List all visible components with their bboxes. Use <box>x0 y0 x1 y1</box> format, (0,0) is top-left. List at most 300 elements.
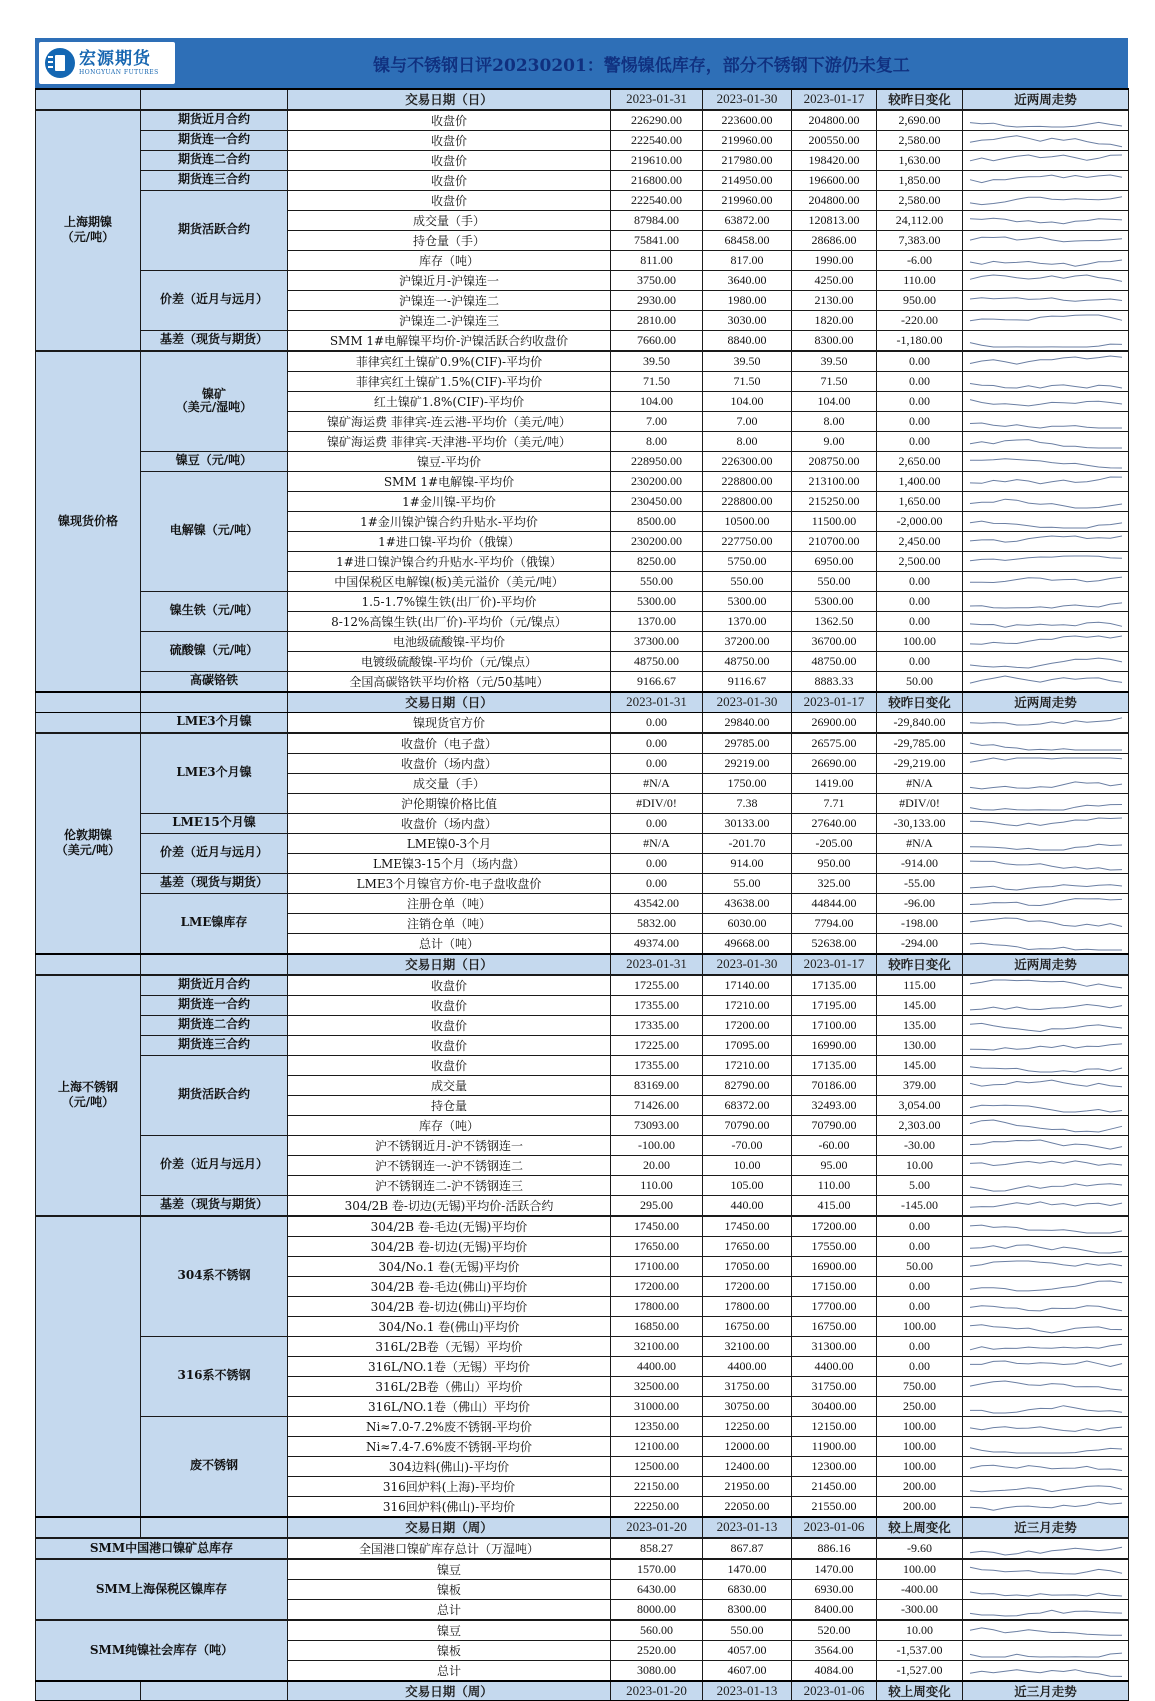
value-cell: 73093.00 <box>611 1115 703 1135</box>
subsection-label: 304系不锈钢 <box>141 1216 288 1337</box>
trend-column-header: 近三月走势 <box>963 1517 1129 1538</box>
value-cell: 213100.00 <box>792 471 877 491</box>
indicator-label: 沪不锈钢连二-沪不锈钢连三 <box>288 1175 611 1195</box>
hongyuan-globe-icon <box>45 48 75 78</box>
value-cell: 227750.00 <box>703 531 792 551</box>
value-cell: 550.00 <box>703 571 792 591</box>
trend-sparkline <box>966 393 1126 411</box>
value-cell: 17225.00 <box>611 1035 703 1055</box>
value-cell: 0.00 <box>611 873 703 893</box>
trend-sparkline <box>966 1561 1126 1579</box>
change-value-cell: 1,400.00 <box>877 471 963 491</box>
date-column-header: 2023-01-17 <box>792 89 877 110</box>
value-cell: 217980.00 <box>703 150 792 170</box>
sparkline-cell <box>963 611 1129 631</box>
indicator-label: 收盘价 <box>288 1055 611 1075</box>
value-cell: 2930.00 <box>611 290 703 310</box>
value-cell: 29785.00 <box>703 733 792 754</box>
change-value-cell: -400.00 <box>877 1579 963 1599</box>
value-cell: 219960.00 <box>703 130 792 150</box>
trend-sparkline <box>966 714 1126 732</box>
value-cell: 950.00 <box>792 853 877 873</box>
trend-sparkline <box>966 653 1126 671</box>
value-cell: 1750.00 <box>703 773 792 793</box>
trend-sparkline <box>966 1238 1126 1256</box>
change-value-cell: 200.00 <box>877 1496 963 1517</box>
value-cell: 17200.00 <box>703 1015 792 1035</box>
sparkline-cell <box>963 1599 1129 1620</box>
sparkline-cell <box>963 1416 1129 1436</box>
header-blank-cell <box>36 1681 141 1701</box>
trend-sparkline <box>966 533 1126 551</box>
value-cell: 8000.00 <box>611 1599 703 1620</box>
value-cell: 30133.00 <box>703 813 792 833</box>
trend-sparkline <box>966 1478 1126 1496</box>
value-cell: 17650.00 <box>703 1236 792 1256</box>
change-column-header: 较昨日变化 <box>877 692 963 712</box>
date-column-header: 2023-01-30 <box>703 89 792 110</box>
indicator-label: 收盘价 <box>288 190 611 210</box>
sparkline-cell <box>963 1620 1129 1641</box>
sparkline-cell <box>963 1256 1129 1276</box>
change-value-cell: #N/A <box>877 833 963 853</box>
value-cell: 6950.00 <box>792 551 877 571</box>
indicator-label: 316L/NO.1卷（佛山）平均价 <box>288 1396 611 1416</box>
date-column-header: 2023-01-31 <box>611 954 703 975</box>
indicator-label: 全国港口镍矿库存总计（万湿吨） <box>288 1538 611 1559</box>
sparkline-cell <box>963 1356 1129 1376</box>
value-cell: #N/A <box>611 773 703 793</box>
trend-sparkline <box>966 1338 1126 1356</box>
change-value-cell: 0.00 <box>877 591 963 611</box>
value-cell: 228800.00 <box>703 491 792 511</box>
value-cell: 1362.50 <box>792 611 877 631</box>
change-value-cell: 10.00 <box>877 1620 963 1641</box>
date-column-header: 2023-01-20 <box>611 1517 703 1538</box>
sparkline-cell <box>963 1476 1129 1496</box>
value-cell: 49374.00 <box>611 933 703 954</box>
change-value-cell: -145.00 <box>877 1195 963 1216</box>
value-cell: 17135.00 <box>792 975 877 996</box>
trend-sparkline <box>966 1398 1126 1416</box>
subsection-label: 期货近月合约 <box>141 110 288 131</box>
change-value-cell: 5.00 <box>877 1175 963 1195</box>
value-cell: 29219.00 <box>703 753 792 773</box>
section-label: 上海期镍 （元/吨） <box>36 110 141 351</box>
indicator-label: 红土镍矿1.8%(CIF)-平均价 <box>288 391 611 411</box>
value-cell: 71426.00 <box>611 1095 703 1115</box>
sparkline-cell <box>963 671 1129 692</box>
sparkline-cell <box>963 773 1129 793</box>
trade-date-label: 交易日期（日） <box>288 692 611 712</box>
change-value-cell: 145.00 <box>877 1055 963 1075</box>
sparkline-cell <box>963 833 1129 853</box>
sparkline-cell <box>963 975 1129 996</box>
trend-sparkline <box>966 795 1126 813</box>
value-cell: 70790.00 <box>792 1115 877 1135</box>
subsection-label: 价差（近月与远月） <box>141 270 288 330</box>
value-cell: 9116.67 <box>703 671 792 692</box>
indicator-label: 沪镍连一-沪镍连二 <box>288 290 611 310</box>
change-value-cell: 130.00 <box>877 1035 963 1055</box>
value-cell: 230450.00 <box>611 491 703 511</box>
trend-sparkline <box>966 1117 1126 1135</box>
value-cell: 17200.00 <box>703 1276 792 1296</box>
value-cell: -205.00 <box>792 833 877 853</box>
subsection-label: 期货活跃合约 <box>141 190 288 270</box>
value-cell: 8.00 <box>792 411 877 431</box>
value-cell: 17150.00 <box>792 1276 877 1296</box>
change-value-cell: -294.00 <box>877 933 963 954</box>
change-value-cell: -30,133.00 <box>877 813 963 833</box>
trend-sparkline <box>966 775 1126 793</box>
value-cell: 550.00 <box>611 571 703 591</box>
subsection-label: 基差（现货与期货） <box>141 1195 288 1216</box>
value-cell: 6930.00 <box>792 1579 877 1599</box>
value-cell: 36700.00 <box>792 631 877 651</box>
value-cell: 858.27 <box>611 1538 703 1559</box>
subsection-label: 期货活跃合约 <box>141 1055 288 1135</box>
value-cell: 21450.00 <box>792 1476 877 1496</box>
value-cell: 817.00 <box>703 250 792 270</box>
section-label: SMM上海保税区镍库存 <box>36 1559 288 1620</box>
change-value-cell: -914.00 <box>877 853 963 873</box>
sparkline-cell <box>963 471 1129 491</box>
trend-sparkline <box>966 1077 1126 1095</box>
value-cell: 39.50 <box>611 351 703 372</box>
value-cell: 12000.00 <box>703 1436 792 1456</box>
value-cell: 17450.00 <box>703 1216 792 1237</box>
value-cell: 2130.00 <box>792 290 877 310</box>
sparkline-cell <box>963 511 1129 531</box>
value-cell: 37300.00 <box>611 631 703 651</box>
value-cell: 3564.00 <box>792 1640 877 1660</box>
value-cell: 550.00 <box>703 1620 792 1641</box>
value-cell: 5300.00 <box>792 591 877 611</box>
date-column-header: 2023-01-30 <box>703 954 792 975</box>
sparkline-cell <box>963 813 1129 833</box>
trend-sparkline <box>966 1298 1126 1316</box>
date-column-header: 2023-01-06 <box>792 1517 877 1538</box>
subsection-label: 基差（现货与期货） <box>141 873 288 893</box>
change-column-header: 较昨日变化 <box>877 89 963 110</box>
sparkline-cell <box>963 753 1129 773</box>
value-cell: #N/A <box>611 833 703 853</box>
trend-column-header: 近两周走势 <box>963 89 1129 110</box>
change-value-cell: -6.00 <box>877 250 963 270</box>
value-cell: 204800.00 <box>792 110 877 131</box>
value-cell: 7.71 <box>792 793 877 813</box>
trend-sparkline <box>966 1378 1126 1396</box>
subsection-label: LME3个月镍 <box>141 733 288 814</box>
indicator-label: 持仓量（手） <box>288 230 611 250</box>
indicator-label: 沪不锈钢连一-沪不锈钢连二 <box>288 1155 611 1175</box>
subsection-label: 镍豆（元/吨） <box>141 451 288 471</box>
subsection-label: LME镍库存 <box>141 893 288 954</box>
indicator-label: 收盘价 <box>288 975 611 996</box>
value-cell: 5300.00 <box>703 591 792 611</box>
value-cell: 8500.00 <box>611 511 703 531</box>
value-cell: 219610.00 <box>611 150 703 170</box>
value-cell: 12300.00 <box>792 1456 877 1476</box>
value-cell: 22050.00 <box>703 1496 792 1517</box>
change-value-cell: 1,850.00 <box>877 170 963 190</box>
trend-sparkline <box>966 1540 1126 1558</box>
trend-sparkline <box>966 1622 1126 1640</box>
sparkline-cell <box>963 873 1129 893</box>
sparkline-cell <box>963 933 1129 954</box>
sparkline-cell <box>963 491 1129 511</box>
sparkline-cell <box>963 230 1129 250</box>
value-cell: 1820.00 <box>792 310 877 330</box>
subsection-label: 废不锈钢 <box>141 1416 288 1517</box>
trend-sparkline <box>966 613 1126 631</box>
value-cell: 120813.00 <box>792 210 877 230</box>
value-cell: 214950.00 <box>703 170 792 190</box>
value-cell: 6430.00 <box>611 1579 703 1599</box>
value-cell: 17100.00 <box>611 1256 703 1276</box>
indicator-label: 收盘价（电子盘） <box>288 733 611 754</box>
sparkline-cell <box>963 290 1129 310</box>
change-value-cell: 0.00 <box>877 351 963 372</box>
value-cell: 228800.00 <box>703 471 792 491</box>
indicator-label: 1.5-1.7%镍生铁(出厂价)-平均价 <box>288 591 611 611</box>
value-cell: 11900.00 <box>792 1436 877 1456</box>
value-cell: 17100.00 <box>792 1015 877 1035</box>
trend-sparkline <box>966 1258 1126 1276</box>
trend-sparkline <box>966 895 1126 913</box>
value-cell: 52638.00 <box>792 933 877 954</box>
section-blank-cell <box>36 712 141 733</box>
value-cell: 811.00 <box>611 250 703 270</box>
trend-sparkline <box>966 373 1126 391</box>
value-cell: 5750.00 <box>703 551 792 571</box>
value-cell: 2520.00 <box>611 1640 703 1660</box>
value-cell: 17200.00 <box>792 1216 877 1237</box>
indicator-label: 镍板 <box>288 1640 611 1660</box>
value-cell: 1470.00 <box>792 1559 877 1580</box>
value-cell: 8.00 <box>611 431 703 451</box>
trend-sparkline <box>966 1642 1126 1660</box>
value-cell: 8300.00 <box>792 330 877 351</box>
indicator-label: LME3个月镍官方价-电子盘收盘价 <box>288 873 611 893</box>
trend-sparkline <box>966 1017 1126 1035</box>
value-cell: 7.38 <box>703 793 792 813</box>
change-value-cell: 0.00 <box>877 611 963 631</box>
change-value-cell: 2,580.00 <box>877 130 963 150</box>
change-value-cell: 950.00 <box>877 290 963 310</box>
logo-en-text: HONGYUAN FUTURES <box>79 68 159 76</box>
sparkline-cell <box>963 1660 1129 1681</box>
indicator-label: 304/2B 卷-切边(佛山)平均价 <box>288 1296 611 1316</box>
indicator-label: 成交量（手） <box>288 773 611 793</box>
value-cell: 914.00 <box>703 853 792 873</box>
value-cell: 4400.00 <box>611 1356 703 1376</box>
indicator-label: 304/No.1 卷(无锡)平均价 <box>288 1256 611 1276</box>
date-column-header: 2023-01-31 <box>611 692 703 712</box>
value-cell: 200550.00 <box>792 130 877 150</box>
value-cell: 216800.00 <box>611 170 703 190</box>
indicator-label: 316L/NO.1卷（无锡）平均价 <box>288 1356 611 1376</box>
value-cell: 1370.00 <box>611 611 703 631</box>
indicator-label: Ni≈7.0-7.2%废不锈钢-平均价 <box>288 1416 611 1436</box>
change-value-cell: 0.00 <box>877 1336 963 1356</box>
sparkline-cell <box>963 1075 1129 1095</box>
indicator-label: 总计 <box>288 1599 611 1620</box>
value-cell: 21950.00 <box>703 1476 792 1496</box>
change-value-cell: 0.00 <box>877 1296 963 1316</box>
sparkline-cell <box>963 531 1129 551</box>
trend-sparkline <box>966 835 1126 853</box>
indicator-label: 304/No.1 卷(佛山)平均价 <box>288 1316 611 1336</box>
subsection-label: 基差（现货与期货） <box>141 330 288 351</box>
sparkline-cell <box>963 1538 1129 1559</box>
value-cell: 3030.00 <box>703 310 792 330</box>
indicator-label: 镍豆-平均价 <box>288 451 611 471</box>
value-cell: 17200.00 <box>611 1276 703 1296</box>
sparkline-cell <box>963 150 1129 170</box>
indicator-label: 中国保税区电解镍(板)美元溢价（美元/吨） <box>288 571 611 591</box>
value-cell: 12500.00 <box>611 1456 703 1476</box>
value-cell: 63872.00 <box>703 210 792 230</box>
change-value-cell: 0.00 <box>877 1236 963 1256</box>
value-cell: 17650.00 <box>611 1236 703 1256</box>
header-blank-cell <box>36 954 141 975</box>
value-cell: 196600.00 <box>792 170 877 190</box>
value-cell: 520.00 <box>792 1620 877 1641</box>
value-cell: 104.00 <box>703 391 792 411</box>
date-column-header: 2023-01-20 <box>611 1681 703 1701</box>
value-cell: 12100.00 <box>611 1436 703 1456</box>
value-cell: 8400.00 <box>792 1599 877 1620</box>
change-value-cell: -1,527.00 <box>877 1660 963 1681</box>
trend-sparkline <box>966 1418 1126 1436</box>
sparkline-cell <box>963 1276 1129 1296</box>
indicator-label: SMM 1#电解镍-平均价 <box>288 471 611 491</box>
value-cell: 215250.00 <box>792 491 877 511</box>
change-value-cell: -29,785.00 <box>877 733 963 754</box>
value-cell: 10500.00 <box>703 511 792 531</box>
change-value-cell: 2,650.00 <box>877 451 963 471</box>
trend-sparkline <box>966 172 1126 190</box>
sparkline-cell <box>963 1376 1129 1396</box>
indicator-label: 沪镍近月-沪镍连一 <box>288 270 611 290</box>
change-value-cell: -96.00 <box>877 893 963 913</box>
value-cell: 30750.00 <box>703 1396 792 1416</box>
indicator-label: 镍矿海运费 菲律宾-连云港-平均价（美元/吨） <box>288 411 611 431</box>
change-value-cell: 100.00 <box>877 1436 963 1456</box>
indicator-label: SMM 1#电解镍平均价-沪镍活跃合约收盘价 <box>288 330 611 351</box>
sparkline-cell <box>963 1336 1129 1356</box>
header-blank-cell <box>36 89 141 110</box>
value-cell: 223600.00 <box>703 110 792 131</box>
change-value-cell: 2,580.00 <box>877 190 963 210</box>
value-cell: 29840.00 <box>703 712 792 733</box>
change-value-cell: 0.00 <box>877 1356 963 1376</box>
indicator-label: 316L/2B卷（无锡）平均价 <box>288 1336 611 1356</box>
trend-sparkline <box>966 755 1126 773</box>
change-column-header: 较上周变化 <box>877 1517 963 1538</box>
value-cell: 3750.00 <box>611 270 703 290</box>
subsection-label: 期货连一合约 <box>141 995 288 1015</box>
sparkline-cell <box>963 451 1129 471</box>
indicator-label: 304边料(佛山)-平均价 <box>288 1456 611 1476</box>
indicator-label: 总计 <box>288 1660 611 1681</box>
sparkline-cell <box>963 571 1129 591</box>
indicator-label: LME镍3-15个月（场内盘） <box>288 853 611 873</box>
value-cell: 16850.00 <box>611 1316 703 1336</box>
indicator-label: 304/2B 卷-毛边(无锡)平均价 <box>288 1216 611 1237</box>
indicator-label: 菲律宾红土镍矿0.9%(CIF)-平均价 <box>288 351 611 372</box>
indicator-label: 沪不锈钢近月-沪不锈钢连一 <box>288 1135 611 1155</box>
change-value-cell: -300.00 <box>877 1599 963 1620</box>
sparkline-cell <box>963 1195 1129 1216</box>
date-column-header: 2023-01-31 <box>611 89 703 110</box>
value-cell: 16990.00 <box>792 1035 877 1055</box>
value-cell: 71.50 <box>703 371 792 391</box>
sparkline-cell <box>963 1640 1129 1660</box>
header-blank-cell <box>141 89 288 110</box>
value-cell: 10.00 <box>703 1155 792 1175</box>
value-cell: 0.00 <box>611 712 703 733</box>
value-cell: 48750.00 <box>703 651 792 671</box>
trade-date-label: 交易日期（日） <box>288 954 611 975</box>
value-cell: 70186.00 <box>792 1075 877 1095</box>
value-cell: 560.00 <box>611 1620 703 1641</box>
subsection-label: 硫酸镍（元/吨） <box>141 631 288 671</box>
change-value-cell: 100.00 <box>877 1456 963 1476</box>
sparkline-cell <box>963 270 1129 290</box>
trend-sparkline <box>966 272 1126 290</box>
company-logo <box>39 42 175 84</box>
sparkline-cell <box>963 391 1129 411</box>
value-cell: 4400.00 <box>792 1356 877 1376</box>
value-cell: 210700.00 <box>792 531 877 551</box>
trend-sparkline <box>966 1177 1126 1195</box>
sparkline-cell <box>963 1236 1129 1256</box>
value-cell: 16750.00 <box>703 1316 792 1336</box>
value-cell: 31750.00 <box>792 1376 877 1396</box>
trend-sparkline <box>966 573 1126 591</box>
trend-sparkline <box>966 292 1126 310</box>
indicator-label: 316回炉料(上海)-平均价 <box>288 1476 611 1496</box>
trend-sparkline <box>966 453 1126 471</box>
value-cell: 22150.00 <box>611 1476 703 1496</box>
value-cell: 39.50 <box>792 351 877 372</box>
trend-sparkline <box>966 1318 1126 1336</box>
value-cell: 8300.00 <box>703 1599 792 1620</box>
value-cell: 17255.00 <box>611 975 703 996</box>
header-blank-cell <box>141 692 288 712</box>
value-cell: 7.00 <box>703 411 792 431</box>
sparkline-cell <box>963 1559 1129 1580</box>
value-cell: 32493.00 <box>792 1095 877 1115</box>
value-cell: 1990.00 <box>792 250 877 270</box>
subsection-label: 期货近月合约 <box>141 975 288 996</box>
value-cell: 37200.00 <box>703 631 792 651</box>
value-cell: 104.00 <box>611 391 703 411</box>
value-cell: -60.00 <box>792 1135 877 1155</box>
value-cell: 104.00 <box>792 391 877 411</box>
change-value-cell: -198.00 <box>877 913 963 933</box>
value-cell: 17210.00 <box>703 995 792 1015</box>
value-cell: 21550.00 <box>792 1496 877 1517</box>
subsection-label: 316系不锈钢 <box>141 1336 288 1416</box>
trend-sparkline <box>966 192 1126 210</box>
sparkline-cell <box>963 1095 1129 1115</box>
trend-sparkline <box>966 1458 1126 1476</box>
subsection-label: 高碳铬铁 <box>141 671 288 692</box>
